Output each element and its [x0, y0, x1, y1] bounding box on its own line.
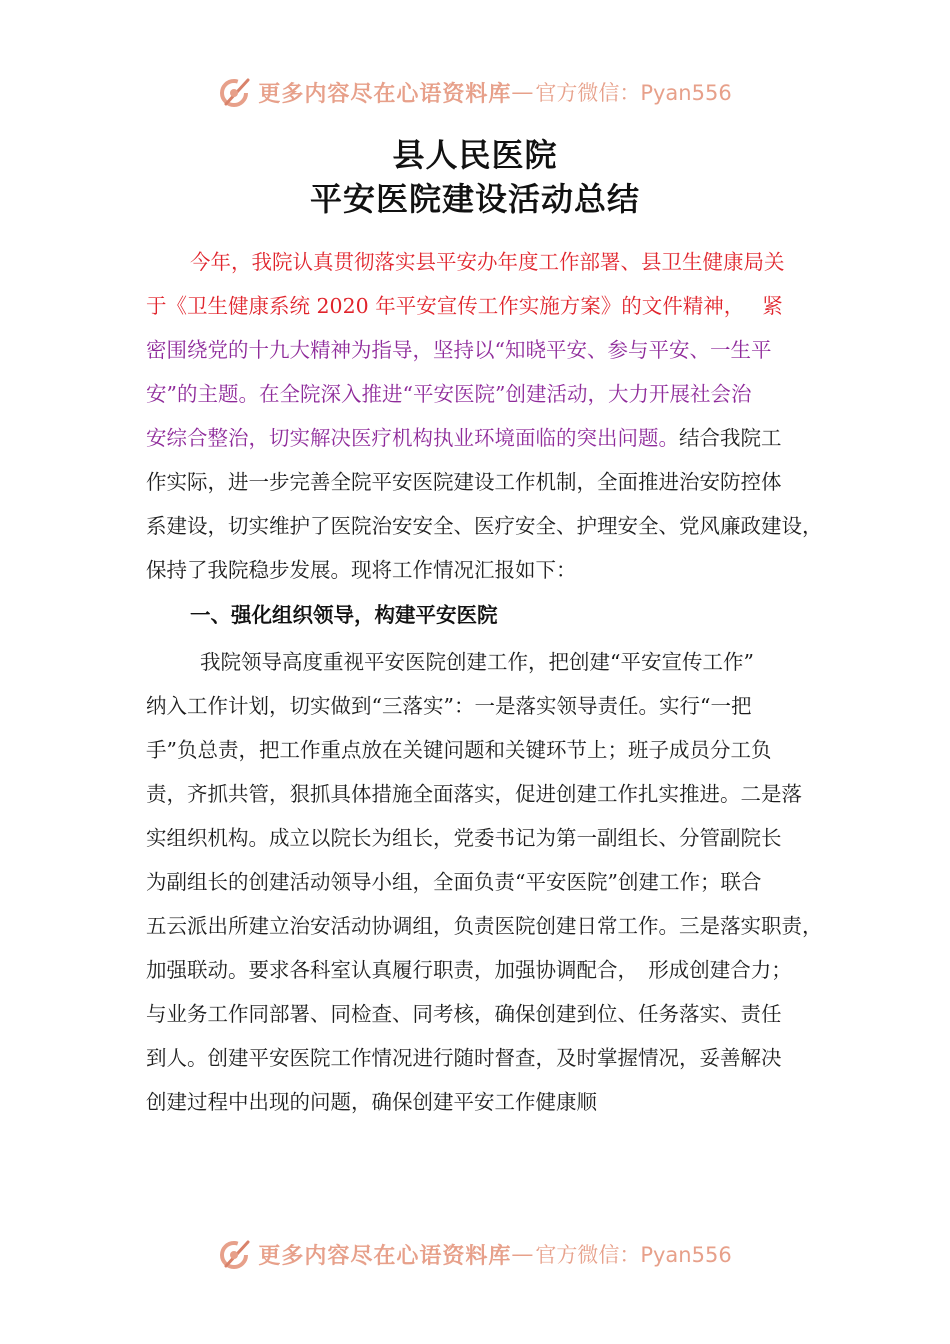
section1-line7: 五云派出所建立治安活动协调组，负责医院创建日常工作。三是落实职责，	[146, 914, 823, 938]
paragraph1-line8: 保持了我院稳步发展。现将工作情况汇报如下：	[146, 558, 577, 582]
banner-separator: —	[511, 1241, 534, 1267]
header-watermark-banner	[0, 72, 950, 112]
banner-separator: —	[511, 79, 534, 105]
paragraph1-line2-text: 于《卫生健康系统 2020 年平安宣传工作实施方案》的文件精神，	[146, 294, 745, 318]
document-title-line1: 县人民医院	[392, 136, 558, 174]
paragraph1-line6: 作实际，进一步完善全院平安医院建设工作机制，全面推进治安防控体	[146, 470, 782, 494]
brush-logo-icon	[218, 1236, 254, 1272]
section1-line11: 创建过程中出现的问题，确保创建平安工作健康顺	[146, 1090, 597, 1114]
section1-line2: 纳入工作计划，切实做到“三落实”：一是落实领导责任。实行“一把	[146, 694, 752, 718]
section1-line8: 加强联动。要求各科室认真履行职责，加强协调配合， 形成创建合力；	[146, 958, 792, 982]
banner-text: 更多内容尽在心语资料库	[258, 1242, 512, 1269]
paragraph1-line2	[146, 292, 783, 320]
footer-watermark-banner	[0, 1234, 950, 1274]
paragraph1-line2-tail: 紧	[762, 294, 783, 318]
section1-line6: 为副组长的创建活动领导小组，全面负责“平安医院”创建工作；联合	[146, 870, 762, 894]
section1-line9: 与业务工作同部署、同检查、同考核，确保创建到位、任务落实、责任	[146, 1002, 782, 1026]
paragraph1-line4: 安”的主题。在全院深入推进“平安医院”创建活动，大力开展社会治	[146, 382, 752, 406]
paragraph1-line3: 密围绕党的十九大精神为指导，坚持以“知晓平安、参与平安、一生平	[146, 338, 772, 362]
section1-line4: 责，齐抓共管，狠抓具体措施全面落实，促进创建工作扎实推进。二是落	[146, 782, 802, 806]
section1-line3: 手”负总责，把工作重点放在关键问题和关键环节上；班子成员分工负	[146, 738, 772, 762]
section1-line10: 到人。创建平安医院工作情况进行随时督查，及时掌握情况，妥善解决	[146, 1046, 782, 1070]
document-title-line2: 平安医院建设活动总结	[309, 180, 640, 218]
paragraph1-line5	[146, 424, 782, 452]
section1-heading: 一、强化组织领导，构建平安医院	[190, 603, 498, 627]
banner-wechat: 官方微信：Pyan556	[535, 1243, 732, 1267]
paragraph1-line1: 今年，我院认真贯彻落实县平安办年度工作部署、县卫生健康局关	[190, 250, 785, 274]
paragraph1-line5-purple: 安综合整治，切实解决医疗机构执业环境面临的突出问题。	[146, 426, 679, 450]
paragraph1-line7: 系建设，切实维护了医院治安安全、医疗安全、护理安全、党风廉政建设，	[146, 514, 823, 538]
banner-text: 更多内容尽在心语资料库	[258, 80, 512, 107]
paragraph1-line5-black: 结合我院工	[679, 426, 782, 450]
brush-logo-icon	[218, 74, 254, 110]
section1-line5: 实组织机构。成立以院长为组长，党委书记为第一副组长、分管副院长	[146, 826, 782, 850]
section1-line1: 我院领导高度重视平安医院创建工作，把创建“平安宣传工作”	[200, 650, 754, 674]
banner-wechat: 官方微信：Pyan556	[535, 81, 732, 105]
